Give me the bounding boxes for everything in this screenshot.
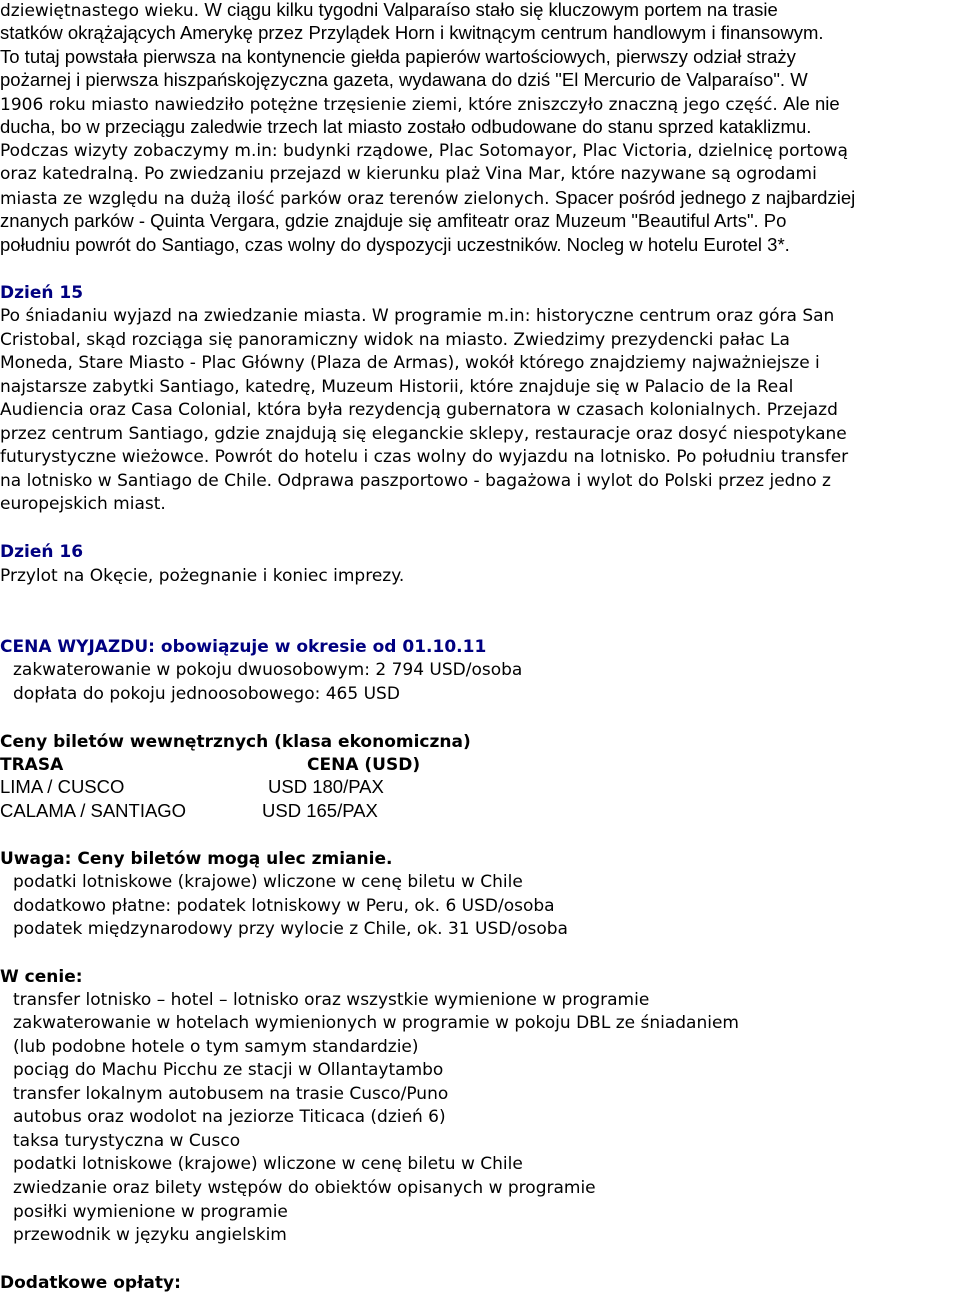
intro-paragraph-line — [0, 93, 840, 116]
day-15-text-line: Moneda, Stare Miasto - Plac Główny (Plaza de Armas), wokół którego znajdziemy najważniejsze i — [0, 353, 820, 373]
intro-text-segment: Spacer pośród jednego z najbardziej — [554, 187, 856, 208]
price-item: dopłata do pokoju jednoosobowego: 465 USD — [13, 684, 400, 704]
day-15-text-line: futurystyczne wieżowce. Powrót do hotelu i czas wolny do wyjazdu na lotnisko. Po południu transfer — [0, 447, 849, 467]
intro-text-segment: znanych parków - Quinta Vergara, gdzie znajduje się amfiteatr oraz Muzeum "Beautiful Arts". Po — [0, 210, 787, 231]
intro-paragraph-line — [0, 234, 790, 257]
intro-paragraph-line — [0, 140, 848, 162]
intro-text-segment: To tutaj powstała pierwsza na kontynencie giełda papierów wartościowych, pierwszy odział straży — [0, 46, 796, 67]
intro-paragraph-line — [0, 22, 824, 45]
price-heading: CENA WYJAZDU: obowiązuje w okresie od 01.10.11 — [0, 637, 487, 657]
intro-text-segment: pożarnej i pierwsza hiszpańskojęzyczna gazeta, wydawana do dziś "El Mercurio de Valparaíso". W — [0, 69, 808, 90]
day-15-text-line: Cristobal, skąd rozciąga się panoramiczny widok na miasto. Zwiedzimy prezydencki pałac La — [0, 330, 790, 350]
intro-text-segment: południu powrót do Santiago, czas wolny do dyspozycji uczestników. Nocleg w hotelu Eurotel 3*. — [0, 234, 790, 255]
note-item: dodatkowo płatne: podatek lotniskowy w Peru, ok. 6 USD/osoba — [13, 896, 555, 916]
note-heading: Uwaga: Ceny biletów mogą ulec zmianie. — [0, 849, 393, 869]
included-item: zakwaterowanie w hotelach wymienionych w programie w pokoju DBL ze śniadaniem — [13, 1013, 739, 1033]
intro-paragraph-line — [0, 163, 817, 185]
price-item: zakwaterowanie w pokoju dwuosobowym: 2 794 USD/osoba — [13, 660, 523, 680]
tickets-heading: Ceny biletów wewnętrznych (klasa ekonomiczna) — [0, 732, 471, 752]
included-item: pociąg do Machu Picchu ze stacji w Ollantaytambo — [13, 1060, 444, 1080]
intro-text-segment: miasta ze względu na dużą ilość parków oraz terenów zielonych. — [0, 189, 555, 209]
day-15-text-line: Audiencia oraz Casa Colonial, która była rezydencją gubernatora w czasach kolonialnych. Przejazd — [0, 400, 838, 420]
day-16-text-line: Przylot na Okęcie, pożegnanie i koniec imprezy. — [0, 566, 405, 586]
included-item: taksa turystyczna w Cusco — [13, 1131, 241, 1151]
tickets-column-price: CENA (USD) — [307, 755, 421, 775]
intro-paragraph-line — [0, 69, 808, 92]
note-item: podatki lotniskowe (krajowe) wliczone w cenę biletu w Chile — [13, 872, 523, 892]
intro-text-segment: 1906 roku miasto nawiedziło potężne trzęsienie ziemi, które zniszczyło znaczną jego część. — [0, 95, 784, 115]
intro-text-segment: ducha, bo w przeciągu zaledwie trzech lat miasto zostało odbudowane do stanu sprzed kataklizmu. — [0, 116, 812, 137]
intro-paragraph-line — [0, 116, 811, 139]
included-item: transfer lotnisko – hotel – lotnisko oraz wszystkie wymienione w programie — [13, 990, 650, 1010]
tickets-price-cell: USD 165/PAX — [262, 800, 378, 821]
intro-text-segment: oraz katedralną. — [0, 164, 145, 184]
intro-text-segment: Po zwiedzaniu przejazd w kierunku plaż Vina Mar, które nazywane są ogrodami — [144, 164, 817, 184]
tickets-column-route: TRASA — [0, 755, 64, 775]
day-15-text-line: najstarsze zabytki Santiago, katedrę, Muzeum Historii, które znajduje się w Palacio de la Real — [0, 377, 794, 397]
intro-paragraph-line — [0, 187, 855, 210]
intro-text-segment: W ciągu kilku tygodni Valparaíso stało się kluczowym portem na trasie — [204, 0, 778, 20]
day-15-text-line: europejskich miast. — [0, 494, 166, 514]
included-item: autobus oraz wodolot na jeziorze Titicaca (dzień 6) — [13, 1107, 446, 1127]
day-15-text-line: na lotnisko w Santiago de Chile. Odprawa paszportowo - bagażowa i wylot do Polski przez jedno z — [0, 471, 831, 491]
intro-text-segment: Podczas wizyty zobaczymy m.in: budynki rządowe, Plac Sotomayor, Plac Victoria, dzielnicę portową — [0, 141, 848, 161]
tickets-route-cell: CALAMA / SANTIAGO — [0, 800, 187, 821]
tickets-price-cell: USD 180/PAX — [268, 776, 384, 797]
note-item: podatek międzynarodowy przy wylocie z Chile, ok. 31 USD/osoba — [13, 919, 568, 939]
included-item: podatki lotniskowe (krajowe) wliczone w cenę biletu w Chile — [13, 1154, 523, 1174]
extra-costs-heading: Dodatkowe opłaty: — [0, 1273, 181, 1293]
day-15-heading: Dzień 15 — [0, 283, 84, 303]
intro-paragraph-line — [0, 0, 778, 22]
intro-text-segment: statków okrążających Amerykę przez Przylądek Horn i kwitnącym centrum handlowym i finansowym. — [0, 22, 824, 43]
included-item: przewodnik w języku angielskim — [13, 1225, 287, 1245]
intro-text-segment: dziewiętnastego wieku. — [0, 1, 205, 21]
day-16-heading: Dzień 16 — [0, 542, 84, 562]
included-item: (lub podobne hotele o tym samym standardzie) — [13, 1037, 419, 1057]
included-item: zwiedzanie oraz bilety wstępów do obiektów opisanych w programie — [13, 1178, 596, 1198]
included-item: transfer lokalnym autobusem na trasie Cusco/Puno — [13, 1084, 449, 1104]
intro-paragraph-line — [0, 210, 786, 233]
included-heading: W cenie: — [0, 967, 83, 987]
intro-text-segment: Ale nie — [783, 93, 840, 114]
day-15-text-line: przez centrum Santiago, gdzie znajdują się eleganckie sklepy, restauracje oraz dosyć niespotykane — [0, 424, 847, 444]
tickets-route-cell: LIMA / CUSCO — [0, 776, 125, 797]
intro-paragraph-line — [0, 46, 796, 69]
included-item: posiłki wymienione w programie — [13, 1202, 288, 1222]
day-15-text-line: Po śniadaniu wyjazd na zwiedzanie miasta. W programie m.in: historyczne centrum oraz góra San — [0, 306, 835, 326]
